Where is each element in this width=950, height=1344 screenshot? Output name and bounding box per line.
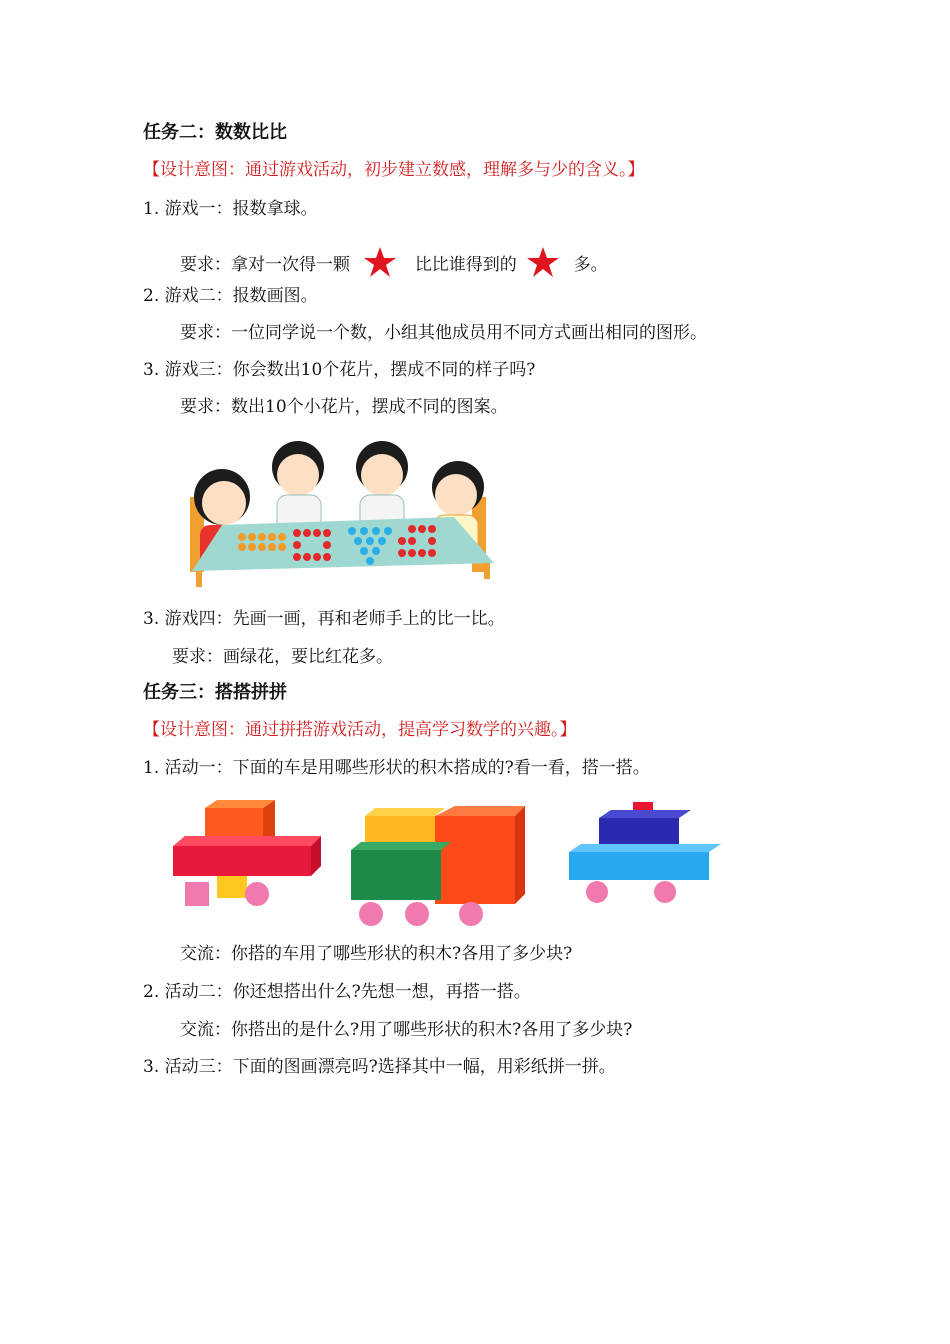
activity1-discussion: 交流：你搭的车用了哪些形状的积木?各用了多少块? xyxy=(180,944,573,964)
star-icon xyxy=(363,246,397,285)
game3: 3. 游戏三：你会数出10个花片，摆成不同的样子吗? xyxy=(143,360,536,380)
game1: 1. 游戏一：报数拿球。 xyxy=(143,199,318,219)
game1-requirement xyxy=(180,246,608,285)
vehicle-1 xyxy=(173,800,321,906)
vehicle-2 xyxy=(351,806,525,926)
children-counting-illustration xyxy=(182,437,502,589)
task2-title: 任务二：数数比比 xyxy=(143,122,287,143)
task2-intent: 【设计意图：通过游戏活动，初步建立数感，理解多与少的含义。】 xyxy=(143,160,645,180)
game4-requirement: 要求：画绿花，要比红花多。 xyxy=(172,647,393,667)
activity3: 3. 活动三：下面的图画漂亮吗?选择其中一幅，用彩纸拼一拼。 xyxy=(143,1057,616,1077)
game1-req-text-b: 比比谁得到的 xyxy=(414,255,517,275)
game1-req-text-c: 多。 xyxy=(573,255,608,275)
activity2-discussion: 交流：你搭出的是什么?用了哪些形状的积木?各用了多少块? xyxy=(180,1020,633,1040)
game3-requirement: 要求：数出10个小花片，摆成不同的图案。 xyxy=(180,397,508,417)
game2: 2. 游戏二：报数画图。 xyxy=(143,286,318,306)
task3-intent: 【设计意图：通过拼搭游戏活动，提高学习数学的兴趣。】 xyxy=(143,720,577,740)
vehicle-3 xyxy=(569,802,721,903)
star-icon xyxy=(526,246,560,285)
activity1: 1. 活动一：下面的车是用哪些形状的积木搭成的?看一看，搭一搭。 xyxy=(143,758,650,778)
game4: 3. 游戏四：先画一画，再和老师手上的比一比。 xyxy=(143,609,505,629)
game1-req-text-a: 要求：拿对一次得一颗 xyxy=(180,255,350,275)
block-vehicles-illustration xyxy=(165,796,725,928)
activity2: 2. 活动二：你还想搭出什么?先想一想，再搭一搭。 xyxy=(143,982,531,1002)
task3-title: 任务三：搭搭拼拼 xyxy=(143,682,287,703)
game2-requirement: 要求：一位同学说一个数，小组其他成员用不同方式画出相同的图形。 xyxy=(180,323,707,343)
